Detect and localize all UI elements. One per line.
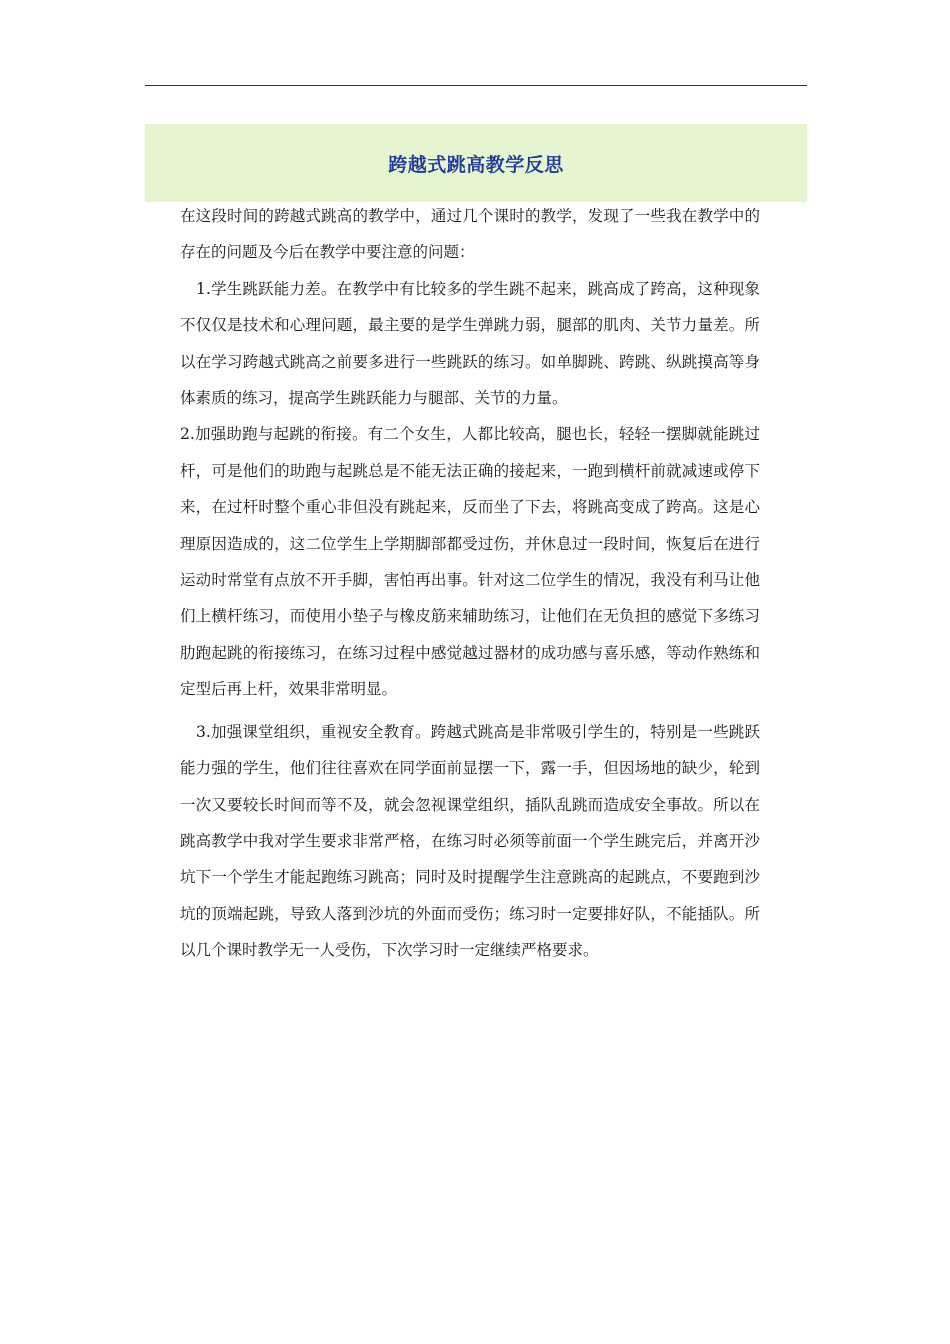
document-title: 跨越式跳高教学反思 — [388, 153, 564, 176]
paragraph-point-2: 2.加强助跑与起跳的衔接。有二个女生，人都比较高，腿也长，轻轻一摆脚就能跳过杆，可是他们的助跑与起跳总是不能无法正确的接起来，一跑到横杆前就减速或停下来，在过杆时整个重心非但没有跳起来，反而坐了下去，将跳高变成了跨高。这是心理原因造成的，这二位学生上学期脚部都受过伤，并休息过一段时间，恢复后在进行运动时常堂有点放不开手脚，害怕再出事。针对这二位学生的情况，我没有利马让他们上横杆练习，而使用小垫子与橡皮筋来辅助练习，让他们在无负担的感觉下多练习肋跑起跳的衔接练习，在练习过程中感觉越过器材的成功感与喜乐感，等动作熟练和定型后再上杆，效果非常明显。 — [180, 425, 760, 699]
paragraph-point-1: 1.学生跳跃能力差。在教学中有比较多的学生跳不起来，跳高成了跨高，这种现象不仅仅是技术和心理问题，最主要的是学生弹跳力弱，腿部的肌肉、关节力量差。所以在学习跨越式跳高之前要多进行一些跳跃的练习。如单脚跳、跨跳、纵跳摸高等身体素质的练习，提高学生跳跃能力与腿部、关节的力量。 — [180, 279, 760, 408]
title-banner — [145, 124, 807, 202]
paragraph-intro: 在这段时间的跨越式跳高的教学中，通过几个课时的教学，发现了一些我在教学中的存在的问题及今后在教学中要注意的问题： — [180, 207, 760, 262]
header-rule — [145, 85, 807, 86]
document-body — [180, 198, 760, 969]
paragraph-point-3: 3.加强课堂组织，重视安全教育。跨越式跳高是非常吸引学生的，特别是一些跳跃能力强的学生，他们往往喜欢在同学面前显摆一下，露一手，但因场地的缺少，轮到一次又要较长时间而等不及，就会忽视课堂组织，插队乱跳而造成安全事故。所以在跳高教学中我对学生要求非常严格，在练习时必须等前面一个学生跳完后，并离开沙坑下一个学生才能起跑练习跳高；同时及时提醒学生注意跳高的起跳点，不要跑到沙坑的顶端起跳，导致人落到沙坑的外面而受伤；练习时一定要排好队，不能插队。所以几个课时教学无一人受伤，下次学习时一定继续严格要求。 — [180, 722, 760, 960]
